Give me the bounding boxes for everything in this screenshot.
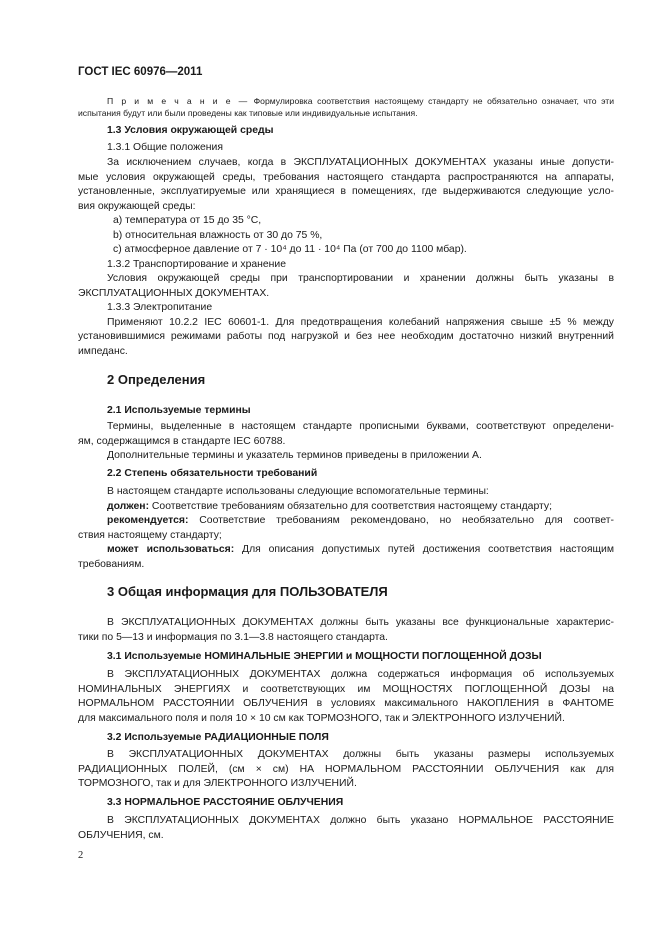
section-2-heading: 2 Определения — [107, 372, 206, 387]
text-line: ЭКСПЛУАТАЦИОННЫХ ДОКУМЕНТАХ. — [78, 287, 270, 299]
section-1-3-2-heading: 1.3.2 Транспортирование и хранение — [107, 258, 286, 270]
text-line: установленные, эксплуатируемые или хранящиеся в помещениях, где выдерживаются следующие усло- — [78, 186, 614, 197]
text-line: Дополнительные термины и указатель терминов приведены в приложении А. — [107, 450, 482, 461]
section-1-3-3-heading: 1.3.3 Электропитание — [107, 302, 213, 313]
section-3-2-heading: 3.2 Используемые РАДИАЦИОННЫЕ ПОЛЯ — [107, 732, 329, 743]
term-definition: Соответствие требованиям обязательно для соответствия настоящему стандарту; — [149, 500, 552, 512]
text-line: ОБЛУЧЕНИЯ, см. — [78, 829, 164, 841]
section-2-1-heading: 2.1 Используемые термины — [107, 405, 251, 416]
note-line-2: испытания будут или были проведены как типовые или индивидуальные испытания. — [78, 108, 418, 118]
term-label: должен: — [107, 500, 150, 512]
text-line: В ЭКСПЛУАТАЦИОННЫХ ДОКУМЕНТАХ должна содержаться информация об используемых — [107, 669, 614, 680]
section-1-3-1-heading: 1.3.1 Общие положения — [107, 142, 223, 153]
note-line-1 — [78, 95, 614, 108]
note-label: П р и м е ч а н и е — — [107, 96, 250, 106]
term-may — [78, 543, 614, 558]
text-line: мые условия окружающей среды, требования настоящего стандарта распространяются на аппараты, — [78, 171, 614, 183]
term-label: может использоваться: — [107, 544, 235, 555]
section-3-3-heading: 3.3 НОРМАЛЬНОЕ РАССТОЯНИЕ ОБЛУЧЕНИЯ — [107, 797, 344, 808]
list-item: a) температура от 15 до 35 °С, — [113, 215, 262, 226]
text-line: В ЭКСПЛУАТАЦИОННЫХ ДОКУМЕНТАХ должно быть указано НОРМАЛЬНОЕ РАССТОЯНИЕ — [107, 815, 614, 826]
text-line: для максимального поля и поля 10 × 10 см как ТОРМОЗНОГО, так и ЭЛЕКТРОННОГО ИЗЛУЧЕНИЙ. — [78, 712, 565, 724]
text-line: установившимися режимами работы под нагрузкой и без нее необходим достаточно низкий внутренний — [78, 331, 614, 342]
text-line: В ЭКСПЛУАТАЦИОННЫХ ДОКУМЕНТАХ должны быть указаны все функциональные характерис- — [107, 617, 614, 628]
text-line: НОРМАЛЬНОМ РАССТОЯНИИ ОБЛУЧЕНИЯ в условиях максимального НАКОПЛЕНИЯ в ФАНТОМЕ — [78, 698, 614, 709]
section-3-1-heading: 3.1 Используемые НОМИНАЛЬНЫЕ ЭНЕРГИИ и МОЩНОСТИ ПОГЛОЩЕННОЙ ДОЗЫ — [107, 651, 542, 662]
term-should — [78, 514, 614, 529]
term-shall — [78, 500, 614, 515]
document-header: ГОСТ IEC 60976—2011 — [78, 66, 203, 78]
text-line: Применяют 10.2.2 IEC 60601-1. Для предотвращения колебаний напряжения свыше ±5 % между — [107, 316, 614, 328]
text-line: Условия окружающей среды при транспортировании и хранении должны быть указаны в — [107, 273, 614, 284]
text-line: ям, содержащимся в стандарте IEC 60788. — [78, 435, 286, 447]
section-1-3-heading: 1.3 Условия окружающей среды — [107, 125, 274, 136]
section-3-heading: 3 Общая информация для ПОЛЬЗОВАТЕЛЯ — [107, 584, 388, 599]
list-item: с) атмосферное давление от 7 · 10⁴ до 11 · 10⁴ Па (от 700 до 1100 мбар). — [113, 244, 467, 255]
note-text: Формулировка соответствия настоящему стандарту не обязательно означает, что эти — [249, 96, 614, 106]
text-line: ствия настоящему стандарту; — [78, 529, 222, 541]
term-definition: Для описания допустимых путей достижения соответствия настоящим — [234, 544, 614, 555]
text-line: В ЭКСПЛУАТАЦИОННЫХ ДОКУМЕНТАХ должны быть указаны размеры используемых — [107, 749, 614, 760]
text-line: Термины, выделенные в настоящем стандарте прописными буквами, соответствуют определени- — [107, 421, 614, 432]
text-line: импеданс. — [78, 345, 128, 357]
list-item: b) относительная влажность от 30 до 75 %, — [113, 229, 323, 241]
text-line: тики по 5—13 и информация по 3.1—3.8 настоящего стандарта. — [78, 631, 388, 643]
term-label: рекомендуется: — [107, 515, 189, 526]
page-number: 2 — [78, 850, 84, 861]
text-line: РАДИАЦИОННЫХ ПОЛЕЙ, (см × см) НА НОРМАЛЬНОМ РАССТОЯНИИ ОБЛУЧЕНИЯ как для — [78, 763, 614, 775]
term-definition: Соответствие требованиям рекомендовано, но необязательно для соответ- — [188, 515, 614, 526]
text-line: ТОРМОЗНОГО, так и для ЭЛЕКТРОННОГО ИЗЛУЧЕНИЙ. — [78, 778, 357, 789]
text-line: За исключением случаев, когда в ЭКСПЛУАТАЦИОННЫХ ДОКУМЕНТАХ указаны иные допусти- — [107, 157, 614, 168]
text-line: требованиям. — [78, 558, 145, 570]
text-line: В настоящем стандарте использованы следующие вспомогательные термины: — [107, 486, 489, 497]
text-line: вия окружающей среды: — [78, 200, 196, 212]
section-2-2-heading: 2.2 Степень обязательности требований — [107, 468, 318, 479]
text-line: НОМИНАЛЬНЫХ ЭНЕРГИЯХ и соответствующих им МОЩНОСТЯХ ПОГЛОЩЕННОЙ ДОЗЫ на — [78, 683, 614, 695]
